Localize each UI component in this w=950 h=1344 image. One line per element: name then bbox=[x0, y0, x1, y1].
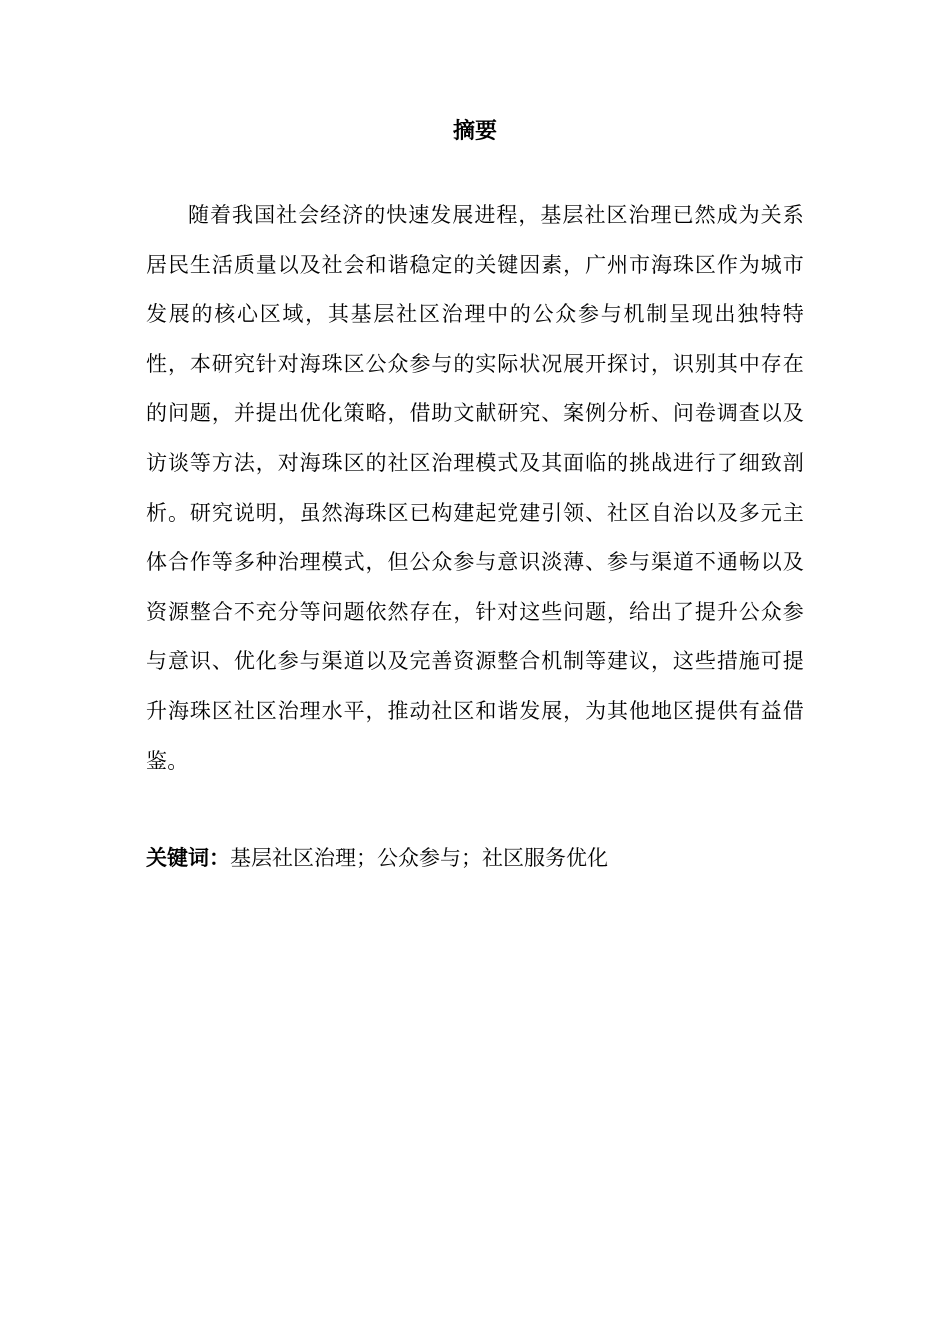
abstract-paragraph: 随着我国社会经济的快速发展进程，基层社区治理已然成为关系居民生活质量以及社会和谐稳定的关键因素，广州市海珠区作为城市发展的核心区域，其基层社区治理中的公众参与机制呈现出独特特性，本研究针对海珠区公众参与的实际状况展开探讨，识别其中存在的问题，并提出优化策略，借助文献研究、案例分析、问卷调查以及访谈等方法，对海珠区的社区治理模式及其面临的挑战进行了细致剖析。研究说明，虽然海珠区已构建起党建引领、社区自治以及多元主体合作等多种治理模式，但公众参与意识淡薄、参与渠道不通畅以及资源整合不充分等问题依然存在，针对这些问题，给出了提升公众参与意识、优化参与渠道以及完善资源整合机制等建议，这些措施可提升海珠区社区治理水平，推动社区和谐发展，为其他地区提供有益借鉴。 bbox=[146, 203, 804, 773]
keywords-text: 基层社区治理；公众参与；社区服务优化 bbox=[230, 846, 608, 870]
keywords-line bbox=[146, 839, 804, 877]
keywords-label: 关键词： bbox=[146, 846, 230, 870]
page-title: 摘要 bbox=[452, 119, 497, 144]
